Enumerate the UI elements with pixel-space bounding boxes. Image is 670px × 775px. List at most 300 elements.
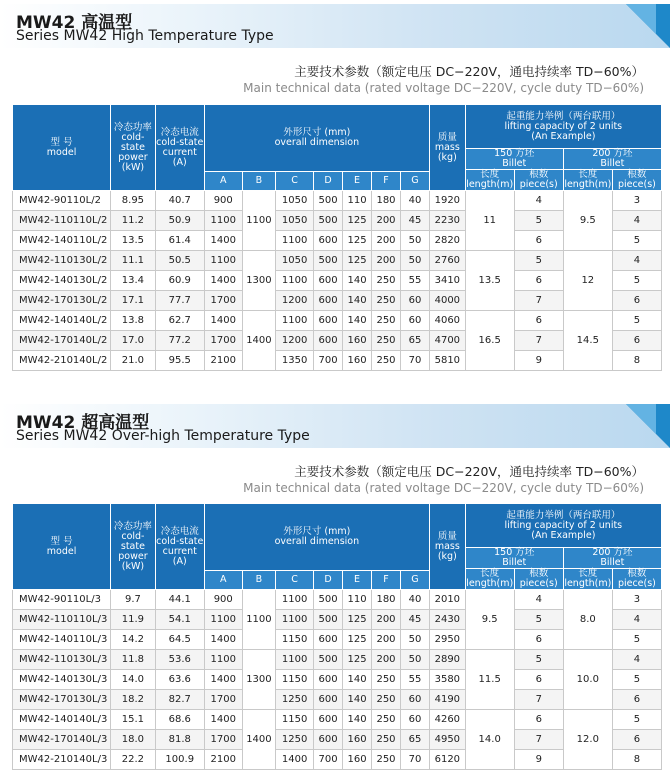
power-cell: 18.2 <box>111 690 156 710</box>
dimension-a-cell: 1100 <box>204 650 242 670</box>
section2-title-en: Series MW42 Over-high Temperature Type <box>16 428 310 444</box>
header-text: A <box>219 574 227 586</box>
dimension-f-cell: 250 <box>372 690 401 710</box>
dimension-g-cell: 70 <box>401 750 430 770</box>
header-text: (A) <box>172 156 187 168</box>
pieces-150-cell: 9 <box>514 351 563 371</box>
current-cell: 82.7 <box>155 690 204 710</box>
model-cell: MW42-90110L/2 <box>13 191 111 211</box>
dimension-a-cell: 1400 <box>204 311 242 331</box>
header-text: 根数 <box>627 568 647 579</box>
mass-cell: 2760 <box>429 251 465 271</box>
dimension-a-header <box>204 571 242 590</box>
length-150-header <box>465 569 514 590</box>
current-cell: 100.9 <box>155 750 204 770</box>
power-cell: 11.9 <box>111 610 156 630</box>
header-text: 根数 <box>529 568 549 579</box>
dimension-f-cell: 200 <box>372 211 401 231</box>
header-text: 外形尺寸 (mm) <box>283 526 351 538</box>
header-text: Billet <box>502 557 527 568</box>
pieces-150-cell: 5 <box>514 650 563 670</box>
header-text: 起重能力举例（两台联用） <box>506 110 621 122</box>
mass-cell: 2950 <box>429 630 465 650</box>
model-cell: MW42-210140L/3 <box>13 750 111 770</box>
dimension-d-cell: 600 <box>314 670 343 690</box>
dimension-a-cell: 1700 <box>204 331 242 351</box>
dimension-f-cell: 200 <box>372 650 401 670</box>
dimension-c-cell: 1400 <box>276 750 314 770</box>
dimension-g-cell: 50 <box>401 630 430 650</box>
current-cell: 50.9 <box>155 211 204 231</box>
pieces-200-cell: 6 <box>612 690 661 710</box>
dimension-b-cell: 1400 <box>242 710 275 770</box>
pieces-150-cell: 6 <box>514 710 563 730</box>
dimension-c-cell: 1250 <box>276 690 314 710</box>
dimension-a-cell: 2100 <box>204 351 242 371</box>
dimension-a-cell: 2100 <box>204 750 242 770</box>
header-text: length(m) <box>466 179 514 190</box>
current-cell: 68.6 <box>155 710 204 730</box>
table-row <box>13 650 662 670</box>
pieces-200-cell: 6 <box>612 291 661 311</box>
dimension-e-cell: 110 <box>343 191 372 211</box>
dimension-a-cell: 1100 <box>204 251 242 271</box>
dimension-b-cell: 1100 <box>242 590 275 650</box>
header-text: overall dimension <box>274 536 360 548</box>
mass-cell: 2430 <box>429 610 465 630</box>
pieces-200-cell: 4 <box>612 610 661 630</box>
header-text: 200 方坯 <box>592 148 633 159</box>
power-cell: 11.2 <box>111 211 156 231</box>
tech-caption-en: Main technical data (rated voltage DC−220V, cycle duty TD−60%) <box>243 81 644 95</box>
header-text: (An Example) <box>531 130 596 142</box>
length-150-cell: 13.5 <box>465 251 514 311</box>
header-text: 型 号 <box>50 535 73 547</box>
pieces-200-cell: 3 <box>612 191 661 211</box>
current-cell: 60.9 <box>155 271 204 291</box>
header-text: 长度 <box>480 169 500 180</box>
power-cell: 14.2 <box>111 630 156 650</box>
pieces-200-cell: 5 <box>612 311 661 331</box>
model-cell: MW42-170130L/2 <box>13 291 111 311</box>
power-cell: 17.0 <box>111 331 156 351</box>
dimension-f-cell: 250 <box>372 670 401 690</box>
mass-cell: 2230 <box>429 211 465 231</box>
dimension-header <box>204 105 429 172</box>
pieces-150-cell: 7 <box>514 730 563 750</box>
dimension-f-cell: 200 <box>372 610 401 630</box>
header-text: 型 号 <box>50 136 73 148</box>
length-150-cell: 9.5 <box>465 590 514 650</box>
dimension-d-cell: 600 <box>314 710 343 730</box>
dimension-g-cell: 65 <box>401 331 430 351</box>
pieces-150-cell: 9 <box>514 750 563 770</box>
header-text: 冷态功率 <box>113 121 152 133</box>
current-cell: 61.4 <box>155 231 204 251</box>
header-text: B <box>255 574 263 586</box>
header-text: model <box>46 146 77 158</box>
pieces-200-cell: 5 <box>612 271 661 291</box>
header-text: model <box>46 545 77 557</box>
section1-title-en: Series MW42 High Temperature Type <box>16 28 274 44</box>
model-cell: MW42-170130L/3 <box>13 690 111 710</box>
header-text: overall dimension <box>274 137 360 149</box>
billet-200-header <box>563 548 661 569</box>
mass-cell: 4190 <box>429 690 465 710</box>
mass-cell: 4260 <box>429 710 465 730</box>
section2-tech-caption <box>243 462 644 495</box>
pieces-200-cell: 4 <box>612 211 661 231</box>
mass-cell: 6120 <box>429 750 465 770</box>
dimension-e-cell: 140 <box>343 311 372 331</box>
header-text: C <box>291 175 298 187</box>
current-cell: 54.1 <box>155 610 204 630</box>
header-text: E <box>354 175 361 187</box>
pieces-150-header <box>514 569 563 590</box>
dimension-f-cell: 180 <box>372 191 401 211</box>
header-text: Billet <box>502 158 527 169</box>
pieces-150-cell: 7 <box>514 291 563 311</box>
dimension-c-cell: 1100 <box>276 650 314 670</box>
dimension-header <box>204 504 429 571</box>
dimension-a-cell: 900 <box>204 191 242 211</box>
dimension-f-header <box>372 571 401 590</box>
dimension-f-cell: 200 <box>372 231 401 251</box>
dimension-b-header <box>242 172 275 191</box>
header-text: (kg) <box>437 550 457 562</box>
pieces-200-cell: 4 <box>612 650 661 670</box>
model-cell: MW42-140110L/3 <box>13 630 111 650</box>
dimension-d-cell: 600 <box>314 730 343 750</box>
dimension-f-header <box>372 172 401 191</box>
dimension-b-header <box>242 571 275 590</box>
dimension-g-cell: 60 <box>401 311 430 331</box>
header-text: piece(s) <box>519 179 558 190</box>
header-text: F <box>383 175 389 187</box>
dimension-f-cell: 250 <box>372 750 401 770</box>
dimension-f-cell: 250 <box>372 710 401 730</box>
dimension-e-cell: 110 <box>343 590 372 610</box>
mass-cell: 1920 <box>429 191 465 211</box>
dimension-e-cell: 140 <box>343 271 372 291</box>
dimension-d-cell: 600 <box>314 231 343 251</box>
section1-spec-table <box>12 104 662 371</box>
power-cell: 8.95 <box>111 191 156 211</box>
dimension-a-header <box>204 172 242 191</box>
model-cell: MW42-140140L/2 <box>13 311 111 331</box>
dimension-a-cell: 1400 <box>204 630 242 650</box>
header-text: (A) <box>172 555 187 567</box>
pieces-200-cell: 8 <box>612 750 661 770</box>
model-header <box>13 105 111 191</box>
length-200-header <box>563 569 612 590</box>
length-200-cell: 8.0 <box>563 590 612 650</box>
dimension-c-cell: 1050 <box>276 191 314 211</box>
dimension-c-cell: 1100 <box>276 271 314 291</box>
dimension-a-cell: 1100 <box>204 610 242 630</box>
section2-title-cn: MW42 超高温型 <box>16 413 150 433</box>
dimension-a-cell: 900 <box>204 590 242 610</box>
header-text: length(m) <box>466 578 514 589</box>
dimension-d-cell: 700 <box>314 351 343 371</box>
power-cell: 11.1 <box>111 251 156 271</box>
dimension-a-cell: 1700 <box>204 690 242 710</box>
dimension-e-cell: 160 <box>343 730 372 750</box>
dimension-d-cell: 500 <box>314 251 343 271</box>
header-text: D <box>324 574 332 586</box>
pieces-200-cell: 4 <box>612 251 661 271</box>
header-text: cold-state <box>156 535 204 547</box>
power-cell: 22.2 <box>111 750 156 770</box>
power-header <box>111 105 156 191</box>
header-text: 冷态电流 <box>160 525 199 537</box>
dimension-c-cell: 1150 <box>276 710 314 730</box>
dimension-e-cell: 140 <box>343 291 372 311</box>
length-200-header <box>563 170 612 191</box>
header-text: piece(s) <box>617 578 656 589</box>
dimension-e-cell: 125 <box>343 251 372 271</box>
dimension-e-cell: 140 <box>343 710 372 730</box>
dimension-c-cell: 1250 <box>276 730 314 750</box>
power-cell: 11.8 <box>111 650 156 670</box>
section2-banner <box>0 404 670 448</box>
model-cell: MW42-140140L/3 <box>13 710 111 730</box>
current-cell: 50.5 <box>155 251 204 271</box>
header-text: Billet <box>600 557 625 568</box>
header-text: 长度 <box>578 568 598 579</box>
dimension-c-cell: 1100 <box>276 231 314 251</box>
header-text: mass <box>434 141 460 153</box>
power-cell: 9.7 <box>111 590 156 610</box>
dimension-e-cell: 160 <box>343 331 372 351</box>
dimension-f-cell: 250 <box>372 331 401 351</box>
length-200-cell: 12.0 <box>563 710 612 770</box>
dimension-d-cell: 500 <box>314 211 343 231</box>
header-text: length(m) <box>564 179 612 190</box>
pieces-150-cell: 6 <box>514 311 563 331</box>
mass-cell: 2890 <box>429 650 465 670</box>
dimension-c-header <box>276 571 314 590</box>
dimension-a-cell: 1400 <box>204 710 242 730</box>
mass-cell: 4060 <box>429 311 465 331</box>
header-text: power <box>118 151 148 163</box>
header-text: (kW) <box>121 161 145 173</box>
dimension-a-cell: 1700 <box>204 291 242 311</box>
current-cell: 63.6 <box>155 670 204 690</box>
dimension-d-cell: 600 <box>314 271 343 291</box>
model-cell: MW42-110130L/2 <box>13 251 111 271</box>
current-header <box>155 504 204 590</box>
pieces-150-cell: 6 <box>514 670 563 690</box>
power-cell: 13.5 <box>111 231 156 251</box>
current-cell: 81.8 <box>155 730 204 750</box>
dimension-c-cell: 1350 <box>276 351 314 371</box>
model-cell: MW42-170140L/3 <box>13 730 111 750</box>
dimension-f-cell: 250 <box>372 311 401 331</box>
mass-cell: 4000 <box>429 291 465 311</box>
dimension-b-cell: 1300 <box>242 251 275 311</box>
header-text: B <box>255 175 263 187</box>
dimension-g-cell: 60 <box>401 690 430 710</box>
mass-cell: 3580 <box>429 670 465 690</box>
header-text: cold-state <box>120 131 145 153</box>
length-200-cell: 10.0 <box>563 650 612 710</box>
current-cell: 77.7 <box>155 291 204 311</box>
pieces-150-cell: 4 <box>514 590 563 610</box>
dimension-f-cell: 250 <box>372 730 401 750</box>
dimension-a-cell: 1400 <box>204 271 242 291</box>
model-cell: MW42-140130L/2 <box>13 271 111 291</box>
pieces-150-cell: 7 <box>514 690 563 710</box>
dimension-g-cell: 50 <box>401 650 430 670</box>
dimension-g-cell: 55 <box>401 670 430 690</box>
current-cell: 95.5 <box>155 351 204 371</box>
corner-decoration-light <box>626 404 656 434</box>
dimension-f-cell: 200 <box>372 251 401 271</box>
header-text: cold-state <box>156 136 204 148</box>
dimension-a-cell: 1400 <box>204 670 242 690</box>
header-text: lifting capacity of 2 units <box>504 519 623 531</box>
dimension-d-cell: 600 <box>314 291 343 311</box>
model-header <box>13 504 111 590</box>
mass-cell: 4700 <box>429 331 465 351</box>
dimension-g-header <box>401 172 430 191</box>
header-text: length(m) <box>564 578 612 589</box>
dimension-g-cell: 50 <box>401 251 430 271</box>
header-text: piece(s) <box>519 578 558 589</box>
pieces-200-cell: 3 <box>612 590 661 610</box>
model-cell: MW42-110110L/3 <box>13 610 111 630</box>
header-text: A <box>219 175 227 187</box>
power-cell: 21.0 <box>111 351 156 371</box>
corner-decoration-light <box>626 4 656 34</box>
pieces-150-cell: 5 <box>514 610 563 630</box>
dimension-f-cell: 180 <box>372 590 401 610</box>
billet-150-header <box>465 149 563 170</box>
header-text: (An Example) <box>531 529 596 541</box>
billet-150-header <box>465 548 563 569</box>
dimension-e-cell: 140 <box>343 670 372 690</box>
dimension-e-cell: 125 <box>343 231 372 251</box>
dimension-g-cell: 45 <box>401 610 430 630</box>
length-200-cell: 14.5 <box>563 311 612 371</box>
dimension-g-cell: 55 <box>401 271 430 291</box>
power-cell: 15.1 <box>111 710 156 730</box>
pieces-200-cell: 6 <box>612 730 661 750</box>
length-200-cell: 12 <box>563 251 612 311</box>
dimension-c-cell: 1100 <box>276 590 314 610</box>
header-text: 150 方坯 <box>494 547 535 558</box>
mass-header <box>429 504 465 590</box>
dimension-g-header <box>401 571 430 590</box>
dimension-e-cell: 160 <box>343 351 372 371</box>
header-text: G <box>411 175 419 187</box>
pieces-150-cell: 7 <box>514 331 563 351</box>
table-row <box>13 590 662 610</box>
section1-tech-caption <box>243 62 644 95</box>
header-text: 150 方坯 <box>494 148 535 159</box>
current-cell: 40.7 <box>155 191 204 211</box>
header-text: power <box>118 550 148 562</box>
table-row <box>13 191 662 211</box>
header-text: E <box>354 574 361 586</box>
header-text: 长度 <box>578 169 598 180</box>
header-text: 外形尺寸 (mm) <box>283 127 351 139</box>
pieces-200-cell: 5 <box>612 710 661 730</box>
current-cell: 62.7 <box>155 311 204 331</box>
dimension-e-header <box>343 172 372 191</box>
dimension-e-cell: 140 <box>343 690 372 710</box>
header-text: current <box>162 545 197 557</box>
dimension-e-cell: 125 <box>343 211 372 231</box>
pieces-200-cell: 8 <box>612 351 661 371</box>
dimension-c-cell: 1100 <box>276 311 314 331</box>
power-cell: 17.1 <box>111 291 156 311</box>
dimension-d-cell: 500 <box>314 610 343 630</box>
mass-cell: 5810 <box>429 351 465 371</box>
pieces-200-header <box>612 170 661 191</box>
table-row <box>13 710 662 730</box>
pieces-150-cell: 5 <box>514 251 563 271</box>
header-text: 起重能力举例（两台联用） <box>506 509 621 521</box>
pieces-200-cell: 5 <box>612 670 661 690</box>
current-header <box>155 105 204 191</box>
dimension-c-header <box>276 172 314 191</box>
model-cell: MW42-170140L/2 <box>13 331 111 351</box>
header-text: cold-state <box>120 530 145 552</box>
dimension-c-cell: 1050 <box>276 211 314 231</box>
header-text: piece(s) <box>617 179 656 190</box>
pieces-150-cell: 4 <box>514 191 563 211</box>
header-text: 长度 <box>480 568 500 579</box>
dimension-f-cell: 250 <box>372 271 401 291</box>
dimension-c-cell: 1100 <box>276 610 314 630</box>
pieces-150-cell: 6 <box>514 271 563 291</box>
dimension-g-cell: 40 <box>401 191 430 211</box>
model-cell: MW42-110110L/2 <box>13 211 111 231</box>
dimension-e-cell: 125 <box>343 650 372 670</box>
tech-caption-cn: 主要技术参数（额定电压 DC−220V，通电持续率 TD−60%） <box>294 64 644 79</box>
table-row <box>13 311 662 331</box>
dimension-d-cell: 700 <box>314 750 343 770</box>
dimension-e-header <box>343 571 372 590</box>
mass-header <box>429 105 465 191</box>
pieces-150-cell: 5 <box>514 211 563 231</box>
header-text: G <box>411 574 419 586</box>
mass-cell: 2820 <box>429 231 465 251</box>
pieces-150-cell: 6 <box>514 630 563 650</box>
dimension-d-cell: 600 <box>314 690 343 710</box>
mass-cell: 2010 <box>429 590 465 610</box>
pieces-200-header <box>612 569 661 590</box>
power-cell: 14.0 <box>111 670 156 690</box>
section1-title-cn: MW42 高温型 <box>16 13 133 33</box>
power-cell: 13.4 <box>111 271 156 291</box>
table-row <box>13 251 662 271</box>
dimension-f-cell: 250 <box>372 351 401 371</box>
current-cell: 53.6 <box>155 650 204 670</box>
header-text: (kg) <box>437 151 457 163</box>
dimension-g-cell: 40 <box>401 590 430 610</box>
pieces-200-cell: 5 <box>612 630 661 650</box>
model-cell: MW42-140130L/3 <box>13 670 111 690</box>
dimension-f-cell: 250 <box>372 291 401 311</box>
pieces-200-cell: 6 <box>612 331 661 351</box>
header-text: (kW) <box>121 560 145 572</box>
section2-spec-table <box>12 503 662 770</box>
header-text: 冷态电流 <box>160 126 199 138</box>
header-text: 质量 <box>437 530 457 542</box>
